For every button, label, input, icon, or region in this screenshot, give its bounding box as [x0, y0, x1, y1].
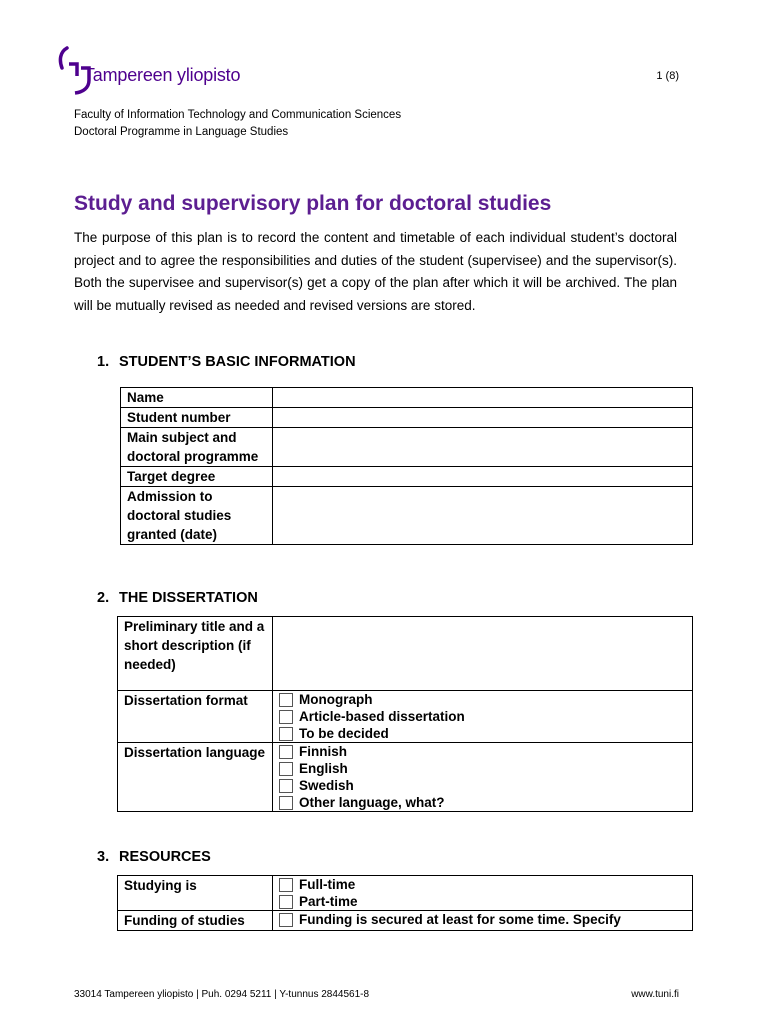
field-label: Dissertation format [118, 691, 273, 743]
option-to-be-decided[interactable] [279, 725, 686, 742]
footer-website: www.tuni.fi [631, 989, 679, 1000]
option-swedish[interactable] [279, 777, 686, 794]
section-1-heading [97, 354, 356, 370]
target-degree-field[interactable] [273, 467, 693, 487]
option-article-based[interactable] [279, 708, 686, 725]
dissertation-language-options [273, 743, 693, 812]
admission-date-field[interactable] [273, 487, 693, 545]
option-label: To be decided [299, 726, 389, 741]
table-row [118, 691, 693, 743]
option-label: Part-time [299, 894, 358, 909]
main-subject-field[interactable] [273, 428, 693, 467]
faculty-name: Faculty of Information Technology and Communication Sciences [74, 109, 402, 121]
field-label: Funding of studies [118, 911, 273, 931]
field-label: Preliminary title and a short description (if needed) [118, 617, 273, 691]
table-row [121, 388, 693, 408]
option-full-time[interactable] [279, 876, 686, 893]
page-number: 1 (8) [656, 70, 679, 82]
basic-info-table [120, 387, 693, 545]
option-label: Monograph [299, 692, 373, 707]
option-funding-secured[interactable] [279, 911, 686, 928]
faculty-info [74, 107, 401, 140]
table-row [121, 428, 693, 467]
option-label: Full-time [299, 877, 356, 892]
option-english[interactable] [279, 760, 686, 777]
option-label: Funding is secured at least for some time. Specify [299, 912, 621, 927]
option-monograph[interactable] [279, 691, 686, 708]
field-label: Name [121, 388, 273, 408]
checkbox-icon[interactable] [279, 895, 293, 909]
option-label: Finnish [299, 744, 347, 759]
option-finnish[interactable] [279, 743, 686, 760]
studying-options [273, 876, 693, 911]
footer-address: 33014 Tampereen yliopisto | Puh. 0294 5211 | Y-tunnus 2844561-8 [74, 989, 370, 1000]
option-label: English [299, 761, 348, 776]
table-row [118, 911, 693, 931]
section-2-heading [97, 590, 258, 606]
field-label: Student number [121, 408, 273, 428]
checkbox-icon[interactable] [279, 710, 293, 724]
table-row [118, 743, 693, 812]
programme-name: Doctoral Programme in Language Studies [74, 125, 289, 138]
name-field[interactable] [273, 388, 693, 408]
table-row [121, 408, 693, 428]
preliminary-title-field[interactable] [273, 617, 693, 691]
field-label: Main subject and doctoral programme [121, 428, 273, 467]
section-3-heading [97, 849, 211, 865]
option-part-time[interactable] [279, 893, 686, 910]
checkbox-icon[interactable] [279, 745, 293, 759]
section-number: 1. [97, 354, 110, 370]
table-row [118, 617, 693, 691]
section-number: 3. [97, 849, 110, 865]
dissertation-table [117, 616, 693, 812]
funding-options [273, 911, 693, 931]
checkbox-icon[interactable] [279, 693, 293, 707]
option-label: Swedish [299, 778, 354, 793]
checkbox-icon[interactable] [279, 727, 293, 741]
dissertation-format-options [273, 691, 693, 743]
student-number-field[interactable] [273, 408, 693, 428]
checkbox-icon[interactable] [279, 779, 293, 793]
field-label: Dissertation language [118, 743, 273, 812]
checkbox-icon[interactable] [279, 762, 293, 776]
option-other-language[interactable] [279, 794, 686, 811]
checkbox-icon[interactable] [279, 913, 293, 927]
field-label: Admission to doctoral studies granted (date) [121, 487, 273, 545]
section-title: RESOURCES [119, 849, 211, 865]
option-label: Other language, what? [299, 795, 445, 810]
section-title: STUDENT’S BASIC INFORMATION [119, 354, 356, 370]
section-number: 2. [97, 590, 110, 606]
resources-table [117, 875, 693, 931]
table-row [121, 487, 693, 545]
intro-paragraph: The purpose of this plan is to record the content and timetable of each individual student’s doctoral project and to agree the responsibilities and duties of the student (supervisee) and the supervisor(s). Both the supervisee and supervisor(s) get a copy of the plan after which it will be archived. The plan will be mutually revised as needed and revised versions are stored. [74, 230, 677, 313]
field-label: Target degree [121, 467, 273, 487]
table-row [121, 467, 693, 487]
page-title: Study and supervisory plan for doctoral studies [74, 192, 552, 215]
option-label: Article-based dissertation [299, 709, 465, 724]
checkbox-icon[interactable] [279, 796, 293, 810]
logo-text: Tampereen yliopisto [84, 65, 241, 85]
checkbox-icon[interactable] [279, 878, 293, 892]
table-row [118, 876, 693, 911]
field-label: Studying is [118, 876, 273, 911]
section-title: THE DISSERTATION [119, 590, 258, 606]
